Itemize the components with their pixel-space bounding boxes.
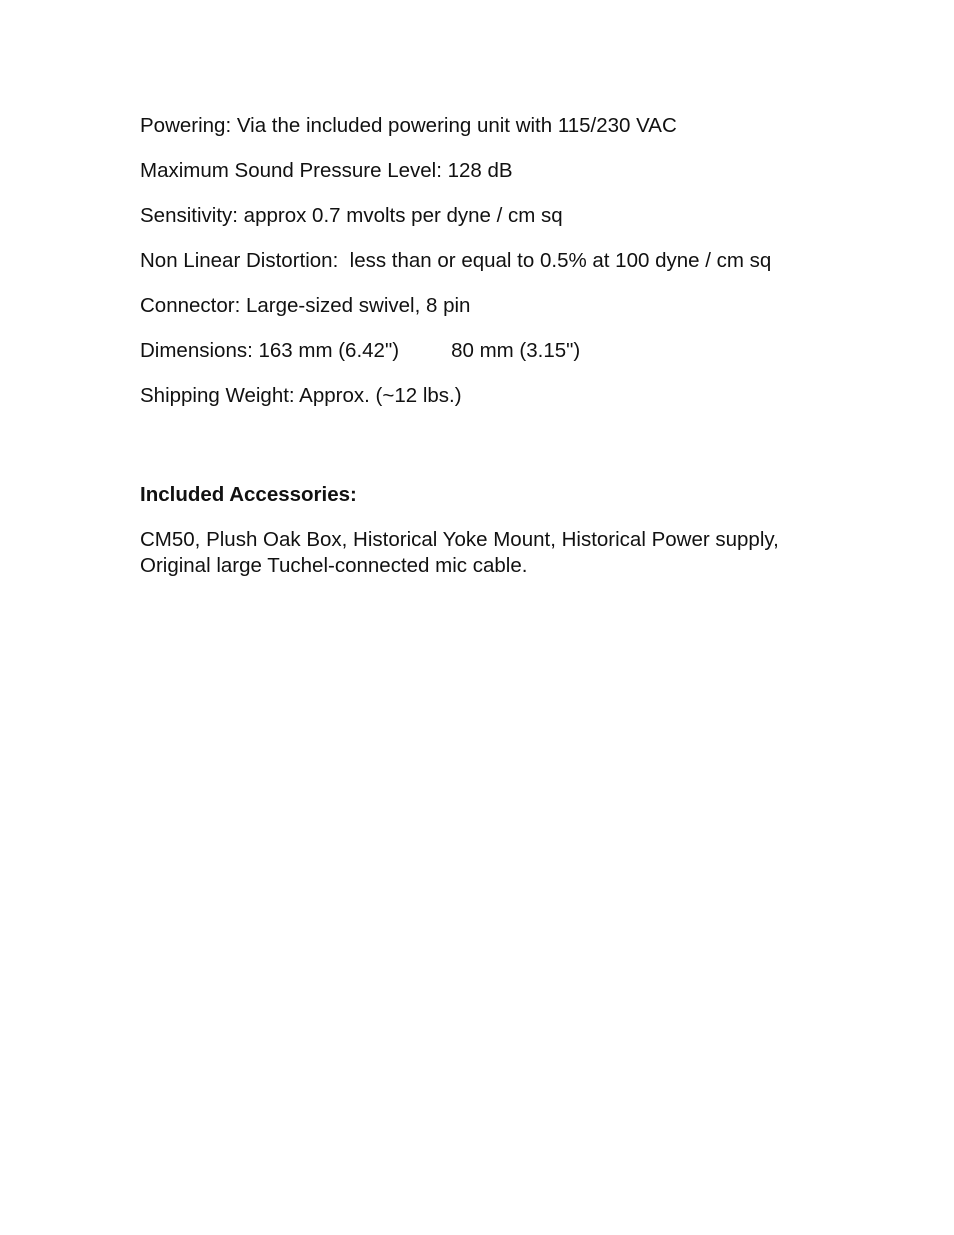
spec-sensitivity: Sensitivity: approx 0.7 mvolts per dyne / cm sq (140, 204, 563, 227)
dimensions-width: 80 mm (3.15") (451, 339, 581, 362)
dimensions-height: Dimensions: 163 mm (6.42") (140, 339, 400, 362)
spec-connector: Connector: Large-sized swivel, 8 pin (140, 294, 471, 317)
accessories-heading: Included Accessories: (140, 483, 357, 506)
document-page (140, 113, 800, 579)
spec-powering: Powering: Via the included powering unit with 115/230 VAC (140, 114, 677, 137)
spec-weight: Shipping Weight: Approx. (~12 lbs.) (140, 384, 462, 407)
spec-dimensions (140, 338, 800, 364)
accessories-text: CM50, Plush Oak Box, Historical Yoke Mount, Historical Power supply, Original large Tuchel-connected mic cable. (140, 528, 779, 577)
section-spacer (140, 428, 800, 482)
spec-distortion: Non Linear Distortion: less than or equal to 0.5% at 100 dyne / cm sq (140, 249, 772, 272)
spec-max-spl: Maximum Sound Pressure Level: 128 dB (140, 159, 513, 182)
